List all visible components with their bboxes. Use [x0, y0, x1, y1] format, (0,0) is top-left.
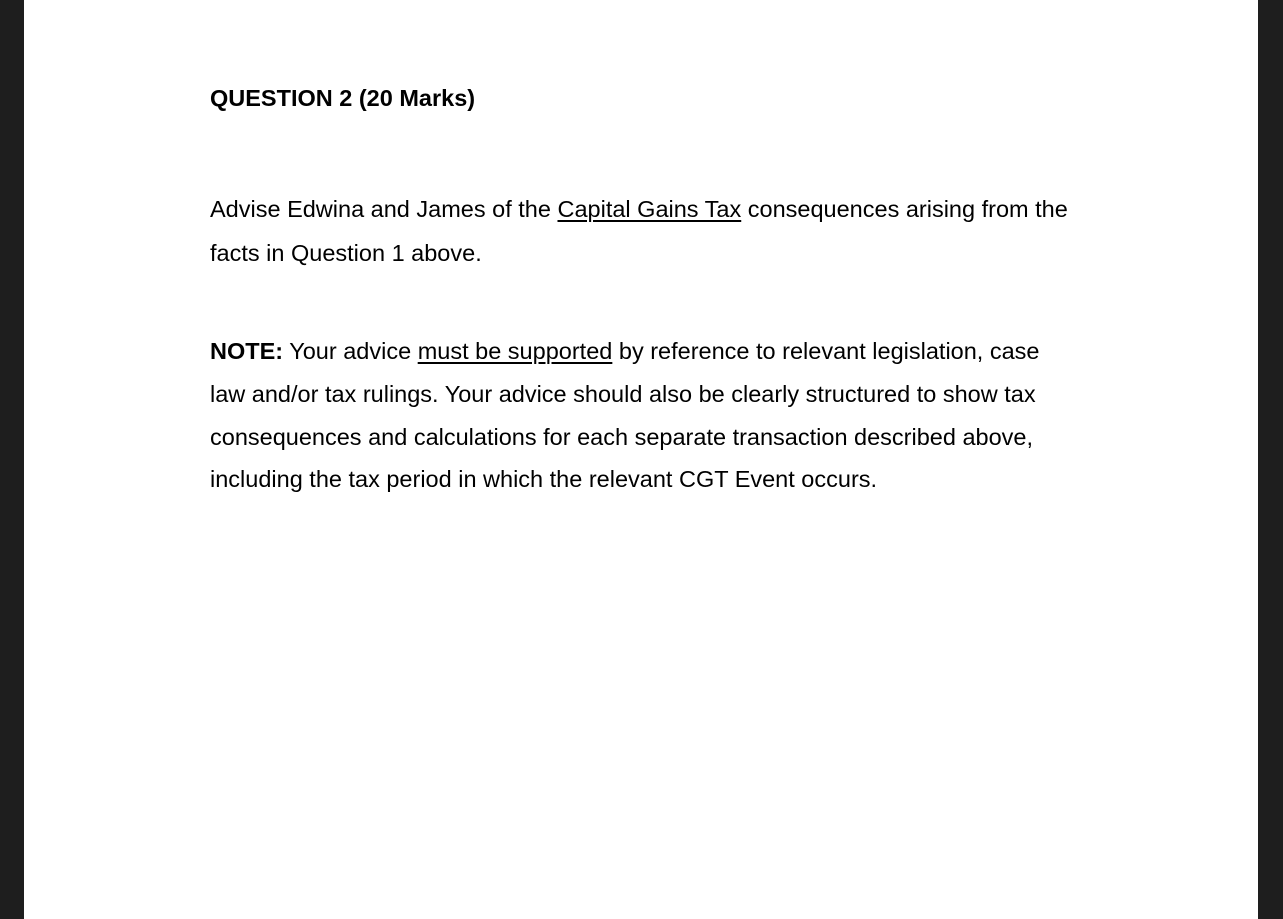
question-heading: QUESTION 2 (20 Marks) [210, 85, 476, 111]
note-label: NOTE: [210, 338, 284, 364]
note-paragraph [210, 330, 1070, 501]
page-content [210, 80, 1070, 493]
question-paragraph [210, 188, 1070, 275]
note-text: by reference to relevant legislation, case law and/or tax rulings. Your advice should also be clearly structured to show tax consequences and calculations for each separate transaction described above, including the tax period in which the relevant CGT Event occurs. [210, 338, 1040, 493]
paragraph-text: consequences arising from the facts in Question 1 above. [210, 196, 1068, 266]
underlined-requirement: must be supported [417, 338, 613, 364]
underlined-term: Capital Gains Tax [557, 196, 742, 222]
document-page [24, 0, 1258, 919]
note-text: Your advice [283, 338, 418, 364]
paragraph-text: Advise Edwina and James of the [210, 196, 558, 222]
